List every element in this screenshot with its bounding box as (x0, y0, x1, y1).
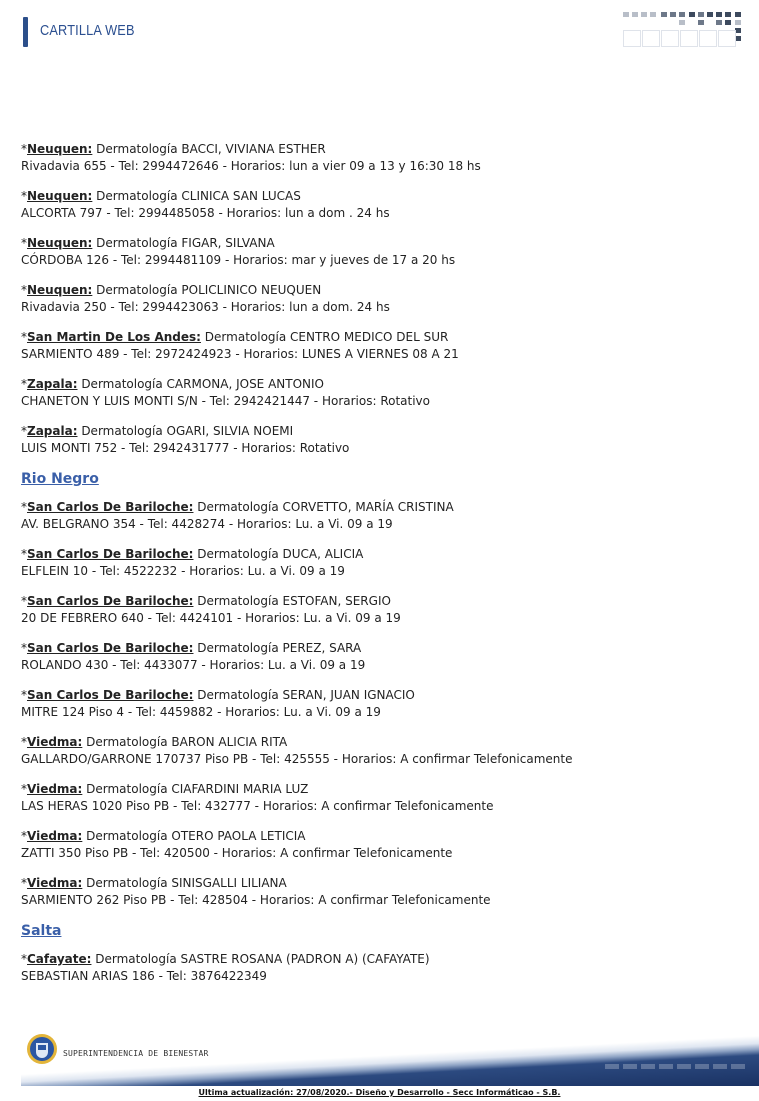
provider-entry (21, 546, 751, 580)
entry-address: LUIS MONTI 752 - Tel: 2942431777 - Horarios: Rotativo (21, 441, 350, 455)
entry-location-link[interactable]: Viedma: (27, 829, 83, 843)
entry-address: AV. BELGRANO 354 - Tel: 4428274 - Horarios: Lu. a Vi. 09 a 19 (21, 517, 393, 531)
provider-entry (21, 687, 751, 721)
provider-entry (21, 423, 751, 457)
provider-entry (21, 951, 751, 985)
entry-location-link[interactable]: San Carlos De Bariloche: (27, 500, 194, 514)
entry-bullet: * (21, 236, 27, 250)
entry-provider: Dermatología SINISGALLI LILIANA (82, 876, 287, 890)
entry-address: ELFLEIN 10 - Tel: 4522232 - Horarios: Lu. a Vi. 09 a 19 (21, 564, 345, 578)
entry-provider: Dermatología BACCI, VIVIANA ESTHER (92, 142, 326, 156)
provider-entry (21, 640, 751, 674)
entry-address: SARMIENTO 262 Piso PB - Tel: 428504 - Horarios: A confirmar Telefonicamente (21, 893, 491, 907)
entry-bullet: * (21, 735, 27, 749)
entry-address: ROLANDO 430 - Tel: 4433077 - Horarios: Lu. a Vi. 09 a 19 (21, 658, 366, 672)
entry-bullet: * (21, 189, 27, 203)
entry-provider: Dermatología SASTRE ROSANA (PADRON A) (CAFAYATE) (91, 952, 430, 966)
entry-bullet: * (21, 330, 27, 344)
entry-bullet: * (21, 641, 27, 655)
header-decoration (623, 10, 745, 48)
entries-rio-negro (21, 499, 751, 909)
entry-location-link[interactable]: Neuquen: (27, 283, 93, 297)
footer-brand: SUPERINTENDENCIA DE BIENESTAR (63, 1049, 209, 1058)
entry-location-link[interactable]: Viedma: (27, 735, 83, 749)
institution-seal-icon (26, 1033, 58, 1065)
entry-location-link[interactable]: Zapala: (27, 424, 78, 438)
entry-bullet: * (21, 424, 27, 438)
entry-bullet: * (21, 952, 27, 966)
entry-bullet: * (21, 782, 27, 796)
section-heading-rio-negro[interactable]: Rio Negro (21, 471, 99, 487)
entry-location-link[interactable]: San Carlos De Bariloche: (27, 594, 194, 608)
entry-address: ALCORTA 797 - Tel: 2994485058 - Horarios: lun a dom . 24 hs (21, 206, 390, 220)
provider-entry (21, 376, 751, 410)
entries-neuquen (21, 141, 751, 457)
entry-provider: Dermatología DUCA, ALICIA (193, 547, 364, 561)
section-heading-salta[interactable]: Salta (21, 923, 62, 939)
page-header (0, 0, 759, 60)
entry-location-link[interactable]: San Martin De Los Andes: (27, 330, 201, 344)
entry-address: CHANETON Y LUIS MONTI S/N - Tel: 2942421447 - Horarios: Rotativo (21, 394, 431, 408)
page-footer (21, 1028, 759, 1088)
entry-provider: Dermatología SERAN, JUAN IGNACIO (193, 688, 415, 702)
entry-bullet: * (21, 377, 27, 391)
entry-bullet: * (21, 142, 27, 156)
entry-address: SARMIENTO 489 - Tel: 2972424923 - Horarios: LUNES A VIERNES 08 A 21 (21, 347, 459, 361)
entry-provider: Dermatología BARON ALICIA RITA (82, 735, 288, 749)
entry-provider: Dermatología PEREZ, SARA (193, 641, 362, 655)
entry-location-link[interactable]: San Carlos De Bariloche: (27, 547, 194, 561)
entry-bullet: * (21, 283, 27, 297)
footer-decoration (605, 1054, 749, 1073)
entry-address: Rivadavia 250 - Tel: 2994423063 - Horarios: lun a dom. 24 hs (21, 300, 390, 314)
entry-provider: Dermatología CIAFARDINI MARIA LUZ (82, 782, 309, 796)
entry-location-link[interactable]: Viedma: (27, 782, 83, 796)
entry-bullet: * (21, 500, 27, 514)
entry-provider: Dermatología CENTRO MEDICO DEL SUR (200, 330, 449, 344)
entry-location-link[interactable]: Neuquen: (27, 142, 93, 156)
provider-entry (21, 329, 751, 363)
entry-provider: Dermatología OGARI, SILVIA NOEMI (77, 424, 294, 438)
entry-provider: Dermatología CORVETTO, MARÍA CRISTINA (193, 500, 454, 514)
entry-bullet: * (21, 688, 27, 702)
provider-entry (21, 499, 751, 533)
provider-entry (21, 593, 751, 627)
entry-location-link[interactable]: Neuquen: (27, 189, 93, 203)
header-accent-bar (23, 17, 28, 47)
entry-address: MITRE 124 Piso 4 - Tel: 4459882 - Horarios: Lu. a Vi. 09 a 19 (21, 705, 381, 719)
entry-location-link[interactable]: San Carlos De Bariloche: (27, 688, 194, 702)
entry-bullet: * (21, 547, 27, 561)
provider-entry (21, 828, 751, 862)
provider-entry (21, 875, 751, 909)
entry-provider: Dermatología OTERO PAOLA LETICIA (82, 829, 306, 843)
entry-bullet: * (21, 876, 27, 890)
directory-list (21, 141, 751, 998)
entry-location-link[interactable]: San Carlos De Bariloche: (27, 641, 194, 655)
entry-provider: Dermatología ESTOFAN, SERGIO (193, 594, 391, 608)
entry-location-link[interactable]: Cafayate: (27, 952, 92, 966)
page-title: CARTILLA WEB (40, 22, 135, 39)
entry-bullet: * (21, 594, 27, 608)
provider-entry (21, 781, 751, 815)
entry-address: ZATTI 350 Piso PB - Tel: 420500 - Horarios: A confirmar Telefonicamente (21, 846, 453, 860)
provider-entry (21, 235, 751, 269)
provider-entry (21, 141, 751, 175)
entry-provider: Dermatología POLICLINICO NEUQUEN (92, 283, 322, 297)
entry-location-link[interactable]: Neuquen: (27, 236, 93, 250)
entry-address: SEBASTIAN ARIAS 186 - Tel: 3876422349 (21, 969, 267, 983)
entry-bullet: * (21, 829, 27, 843)
provider-entry (21, 734, 751, 768)
entry-location-link[interactable]: Zapala: (27, 377, 78, 391)
entry-address: GALLARDO/GARRONE 170737 Piso PB - Tel: 425555 - Horarios: A confirmar Telefonicamente (21, 752, 573, 766)
entry-address: Rivadavia 655 - Tel: 2994472646 - Horarios: lun a vier 09 a 13 y 16:30 18 hs (21, 159, 481, 173)
entry-address: LAS HERAS 1020 Piso PB - Tel: 432777 - Horarios: A confirmar Telefonicamente (21, 799, 494, 813)
entry-address: 20 DE FEBRERO 640 - Tel: 4424101 - Horarios: Lu. a Vi. 09 a 19 (21, 611, 401, 625)
entry-address: CÓRDOBA 126 - Tel: 2994481109 - Horarios: mar y jueves de 17 a 20 hs (21, 253, 456, 267)
provider-entry (21, 282, 751, 316)
provider-entry (21, 188, 751, 222)
last-update-note: Ultima actualización: 27/08/2020.- Diseño y Desarrollo - Secc Informáticao - S.B. (198, 1088, 561, 1097)
entry-location-link[interactable]: Viedma: (27, 876, 83, 890)
entry-provider: Dermatología FIGAR, SILVANA (92, 236, 275, 250)
entry-provider: Dermatología CLINICA SAN LUCAS (92, 189, 301, 203)
entries-salta (21, 951, 751, 985)
entry-provider: Dermatología CARMONA, JOSE ANTONIO (77, 377, 325, 391)
